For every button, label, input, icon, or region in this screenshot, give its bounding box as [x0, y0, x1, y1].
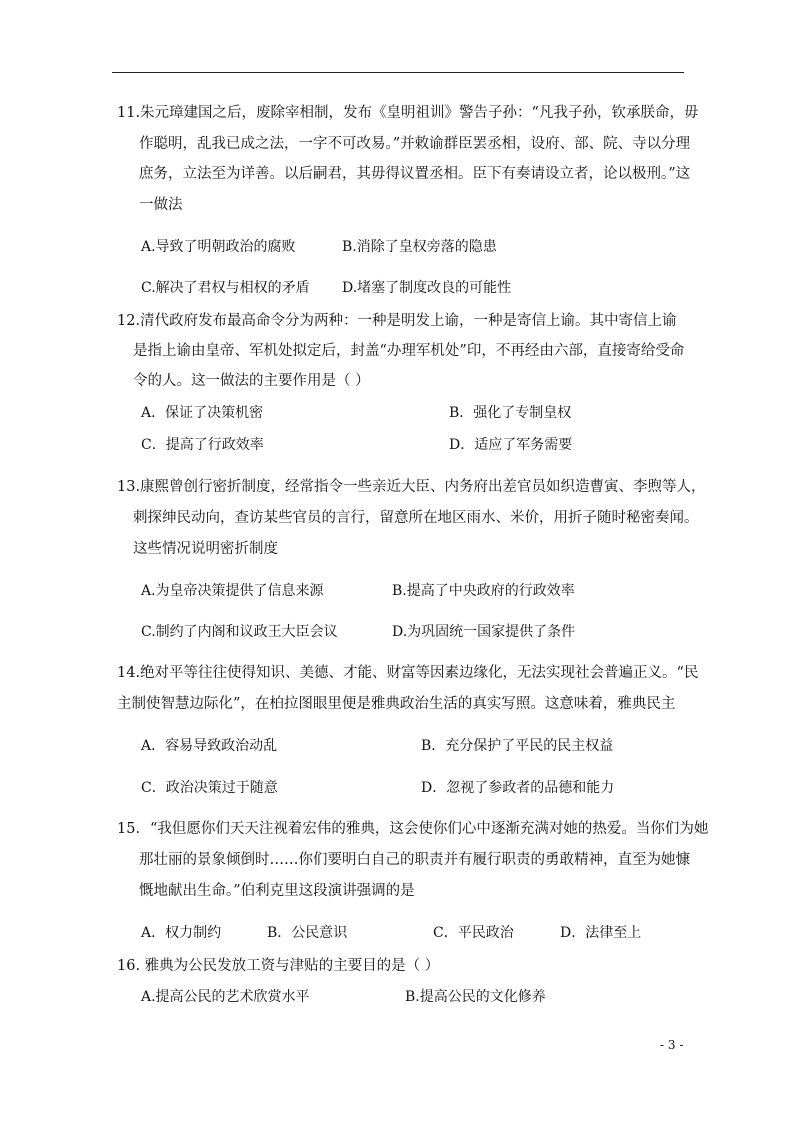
option-b: B．公民意识: [267, 925, 348, 941]
question-stem-line: 主制使智慧边际化”，在柏拉图眼里便是雅典政治生活的真实写照。这意味着，雅典民主: [117, 696, 676, 712]
question-stem-line: 是指上谕由皇帝、军机处拟定后，封盖“办理军机处”印，不再经由六部，直接寄给受命: [133, 343, 685, 359]
option-c: C．提高了行政效率: [141, 437, 264, 453]
option-d: D.堵塞了制度改良的可能性: [342, 280, 512, 296]
question-stem-line: 13.康熙曾创行密折制度，经常指令一些亲近大臣、内务府出差官员如织造曹寅、李煦等人，: [117, 479, 706, 495]
question-stem-line: 11.朱元璋建国之后，废除宰相制，发布《皇明祖训》警告子孙：“凡我子孙，钦承朕命，毋: [117, 105, 699, 121]
question-stem-line: 15．“我但愿你们天天注视着宏伟的雅典，这会使你们心中逐渐充满对她的热爱。当你们为她: [117, 821, 709, 837]
option-d: D．法律至上: [560, 925, 642, 941]
question-stem-line: 慨地献出生命。”伯利克里这段演讲强调的是: [139, 883, 415, 899]
question-stem-line: 一做法: [139, 197, 183, 213]
question-stem-line: 那壮丽的景象倾倒时……你们要明白自己的职责并有履行职责的勇敢精神，直至为她慷: [139, 852, 690, 868]
option-a: A.提高公民的艺术欣赏水平: [141, 989, 310, 1005]
question-stem-line: 刺探绅民动向，查访某些官员的言行，留意所在地区雨水、米价，用折子随时秘密奏闻。: [133, 510, 699, 526]
option-c: C.制约了内阁和议政王大臣会议: [141, 624, 338, 640]
option-a: A．容易导致政治动乱: [141, 738, 278, 754]
option-a: A.导致了明朝政治的腐败: [141, 239, 296, 255]
option-a: A．保证了决策机密: [141, 405, 264, 421]
question-stem-line: 作聪明，乱我已成之法，一字不可改易。”并敕谕群臣罢丞相，设府、部、院、寺以分理: [139, 136, 691, 152]
option-b: B.消除了皇权旁落的隐患: [342, 239, 497, 255]
option-d: D．忽视了参政者的品德和能力: [421, 780, 615, 796]
option-b: B．强化了专制皇权: [449, 405, 572, 421]
question-stem-line: 这些情况说明密折制度: [133, 541, 278, 557]
option-d: D.为巩固统一国家提供了条件: [392, 624, 576, 640]
option-c: C.解决了君权与相权的矛盾: [141, 280, 310, 296]
option-c: C．平民政治: [433, 925, 514, 941]
option-a: A．权力制约: [141, 925, 222, 941]
option-c: C．政治决策过于随意: [141, 780, 278, 796]
question-stem-line: 16. 雅典为公民发放工资与津贴的主要目的是（ ）: [117, 958, 440, 974]
option-b: B.提高了中央政府的行政效率: [392, 583, 575, 599]
question-stem-line: 14.绝对平等往往使得知识、美德、才能、财富等因素边缘化，无法实现社会普遍正义。“民: [117, 665, 699, 681]
option-a: A.为皇帝决策提供了信息来源: [141, 583, 324, 599]
question-stem-line: 庶务，立法至为详善。以后嗣君，其毋得议置丞相。臣下有奏请设立者，论以极刑。”这: [139, 166, 691, 182]
question-stem-line: 12.清代政府发布最高命令分为两种：一种是明发上谕，一种是寄信上谕。其中寄信上谕: [117, 313, 677, 329]
option-b: B.提高公民的文化修养: [405, 989, 546, 1005]
question-stem-line: 令的人。这一做法的主要作用是（ ）: [133, 373, 370, 389]
option-d: D．适应了军务需要: [449, 437, 573, 453]
page-number: - 3 -: [660, 1038, 684, 1052]
header-rule: [112, 72, 684, 73]
option-b: B．充分保护了平民的民主权益: [421, 738, 614, 754]
